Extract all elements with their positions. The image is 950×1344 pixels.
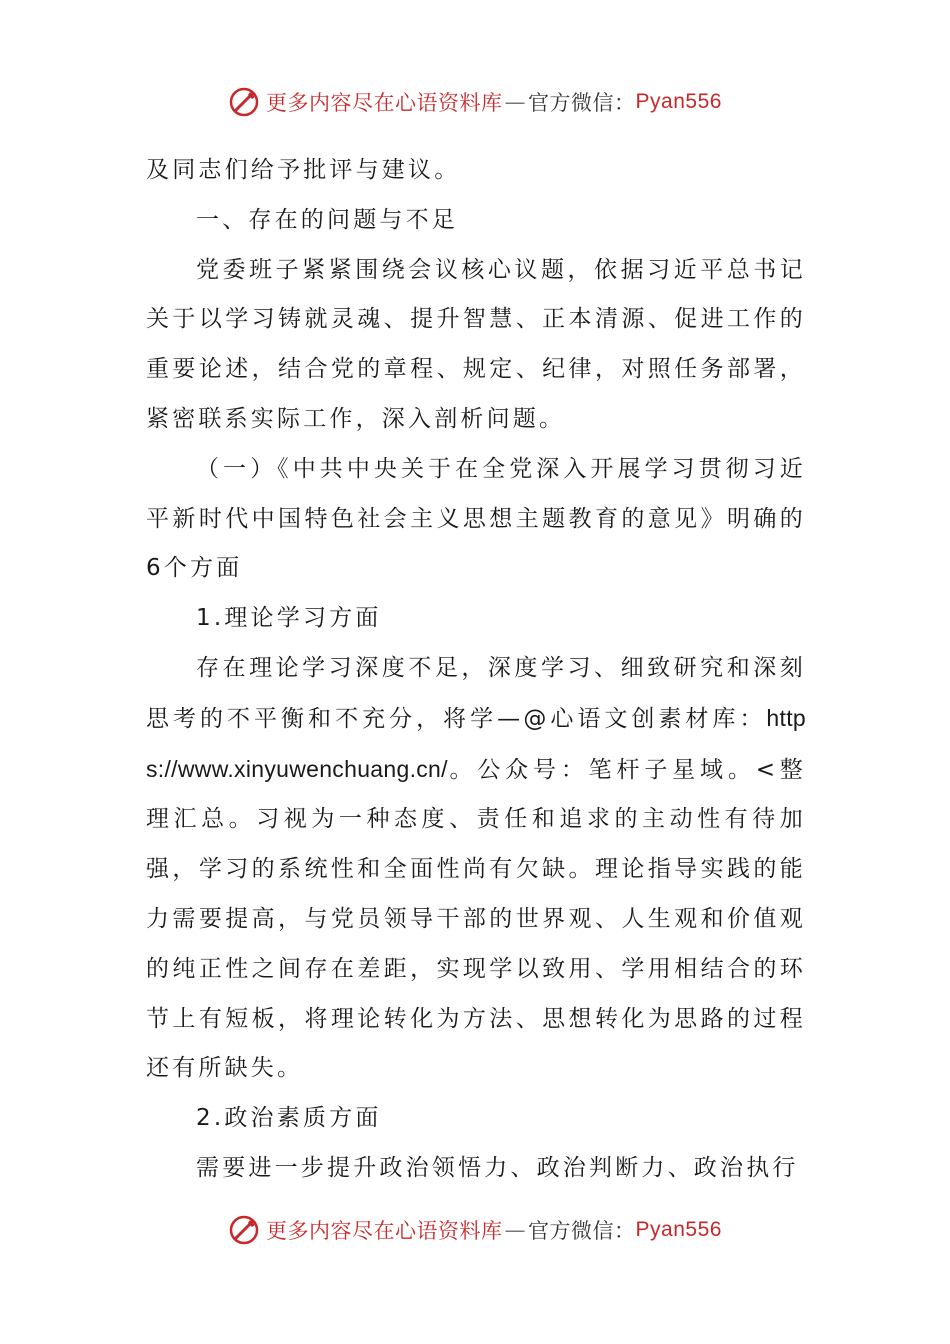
footer-banner-dash: — xyxy=(504,1218,527,1242)
item-heading-politics: 2.政治素质方面 xyxy=(196,1105,382,1132)
paragraph-theory-part2: 。公众号：笔杆子星域。<整理汇总。习视为一种态度、责任和追求的主动性有待加强，学习的系统性和全面性尚有欠缺。理论指导实践的能力需要提高，与党员领导干部的世界观、人生观和价值观的纯正性之间存在差距，实现学以致用、学用相结合的环节上有短板，将理论转化为方法、思想转化为思路的过程还有所缺失。 xyxy=(146,756,806,1082)
subsection-heading: （一）《中共中央关于在全党深入开展学习贯彻习近平新时代中国特色社会主义思想主题教育的意见》明确的6个方面 xyxy=(146,455,806,582)
logo-icon xyxy=(228,86,260,118)
banner-wechat-id: Pyan556 xyxy=(635,90,722,113)
logo-icon xyxy=(228,1214,260,1246)
footer-banner-wechat-id: Pyan556 xyxy=(635,1218,722,1241)
paragraph-intro: 党委班子紧紧围绕会议核心议题，依据习近平总书记关于以学习铸就灵魂、提升智慧、正本清源、促进工作的重要论述，结合党的章程、规定、纪律，对照任务部署，紧密联系实际工作，深入剖析问题。 xyxy=(146,256,806,432)
item-heading-theory: 1.理论学习方面 xyxy=(196,605,382,632)
footer-banner-wechat-label: 官方微信： xyxy=(528,1219,636,1243)
banner-dash: — xyxy=(504,90,527,114)
footer-banner xyxy=(0,1210,950,1250)
paragraph-closing: 及同志们给予批评与建议。 xyxy=(146,157,461,183)
header-banner xyxy=(0,82,950,122)
paragraph-theory-part1: 存在理论学习深度不足，深度学习、细致研究和深刻思考的不平衡和不充分，将学—@心语文创素材库： xyxy=(146,654,806,732)
banner-wechat-label: 官方微信： xyxy=(528,91,636,115)
paragraph-theory xyxy=(146,644,806,1094)
document-body xyxy=(146,146,806,1194)
website-link[interactable]: https://www.xinyuwenchuang.cn/ xyxy=(146,704,806,782)
banner-text: 更多内容尽在心语资料库 xyxy=(266,91,503,115)
footer-banner-text: 更多内容尽在心语资料库 xyxy=(266,1219,503,1243)
paragraph-politics: 需要进一步提升政治领悟力、政治判断力、政治执行 xyxy=(196,1154,799,1181)
section-heading: 一、存在的问题与不足 xyxy=(196,206,458,233)
